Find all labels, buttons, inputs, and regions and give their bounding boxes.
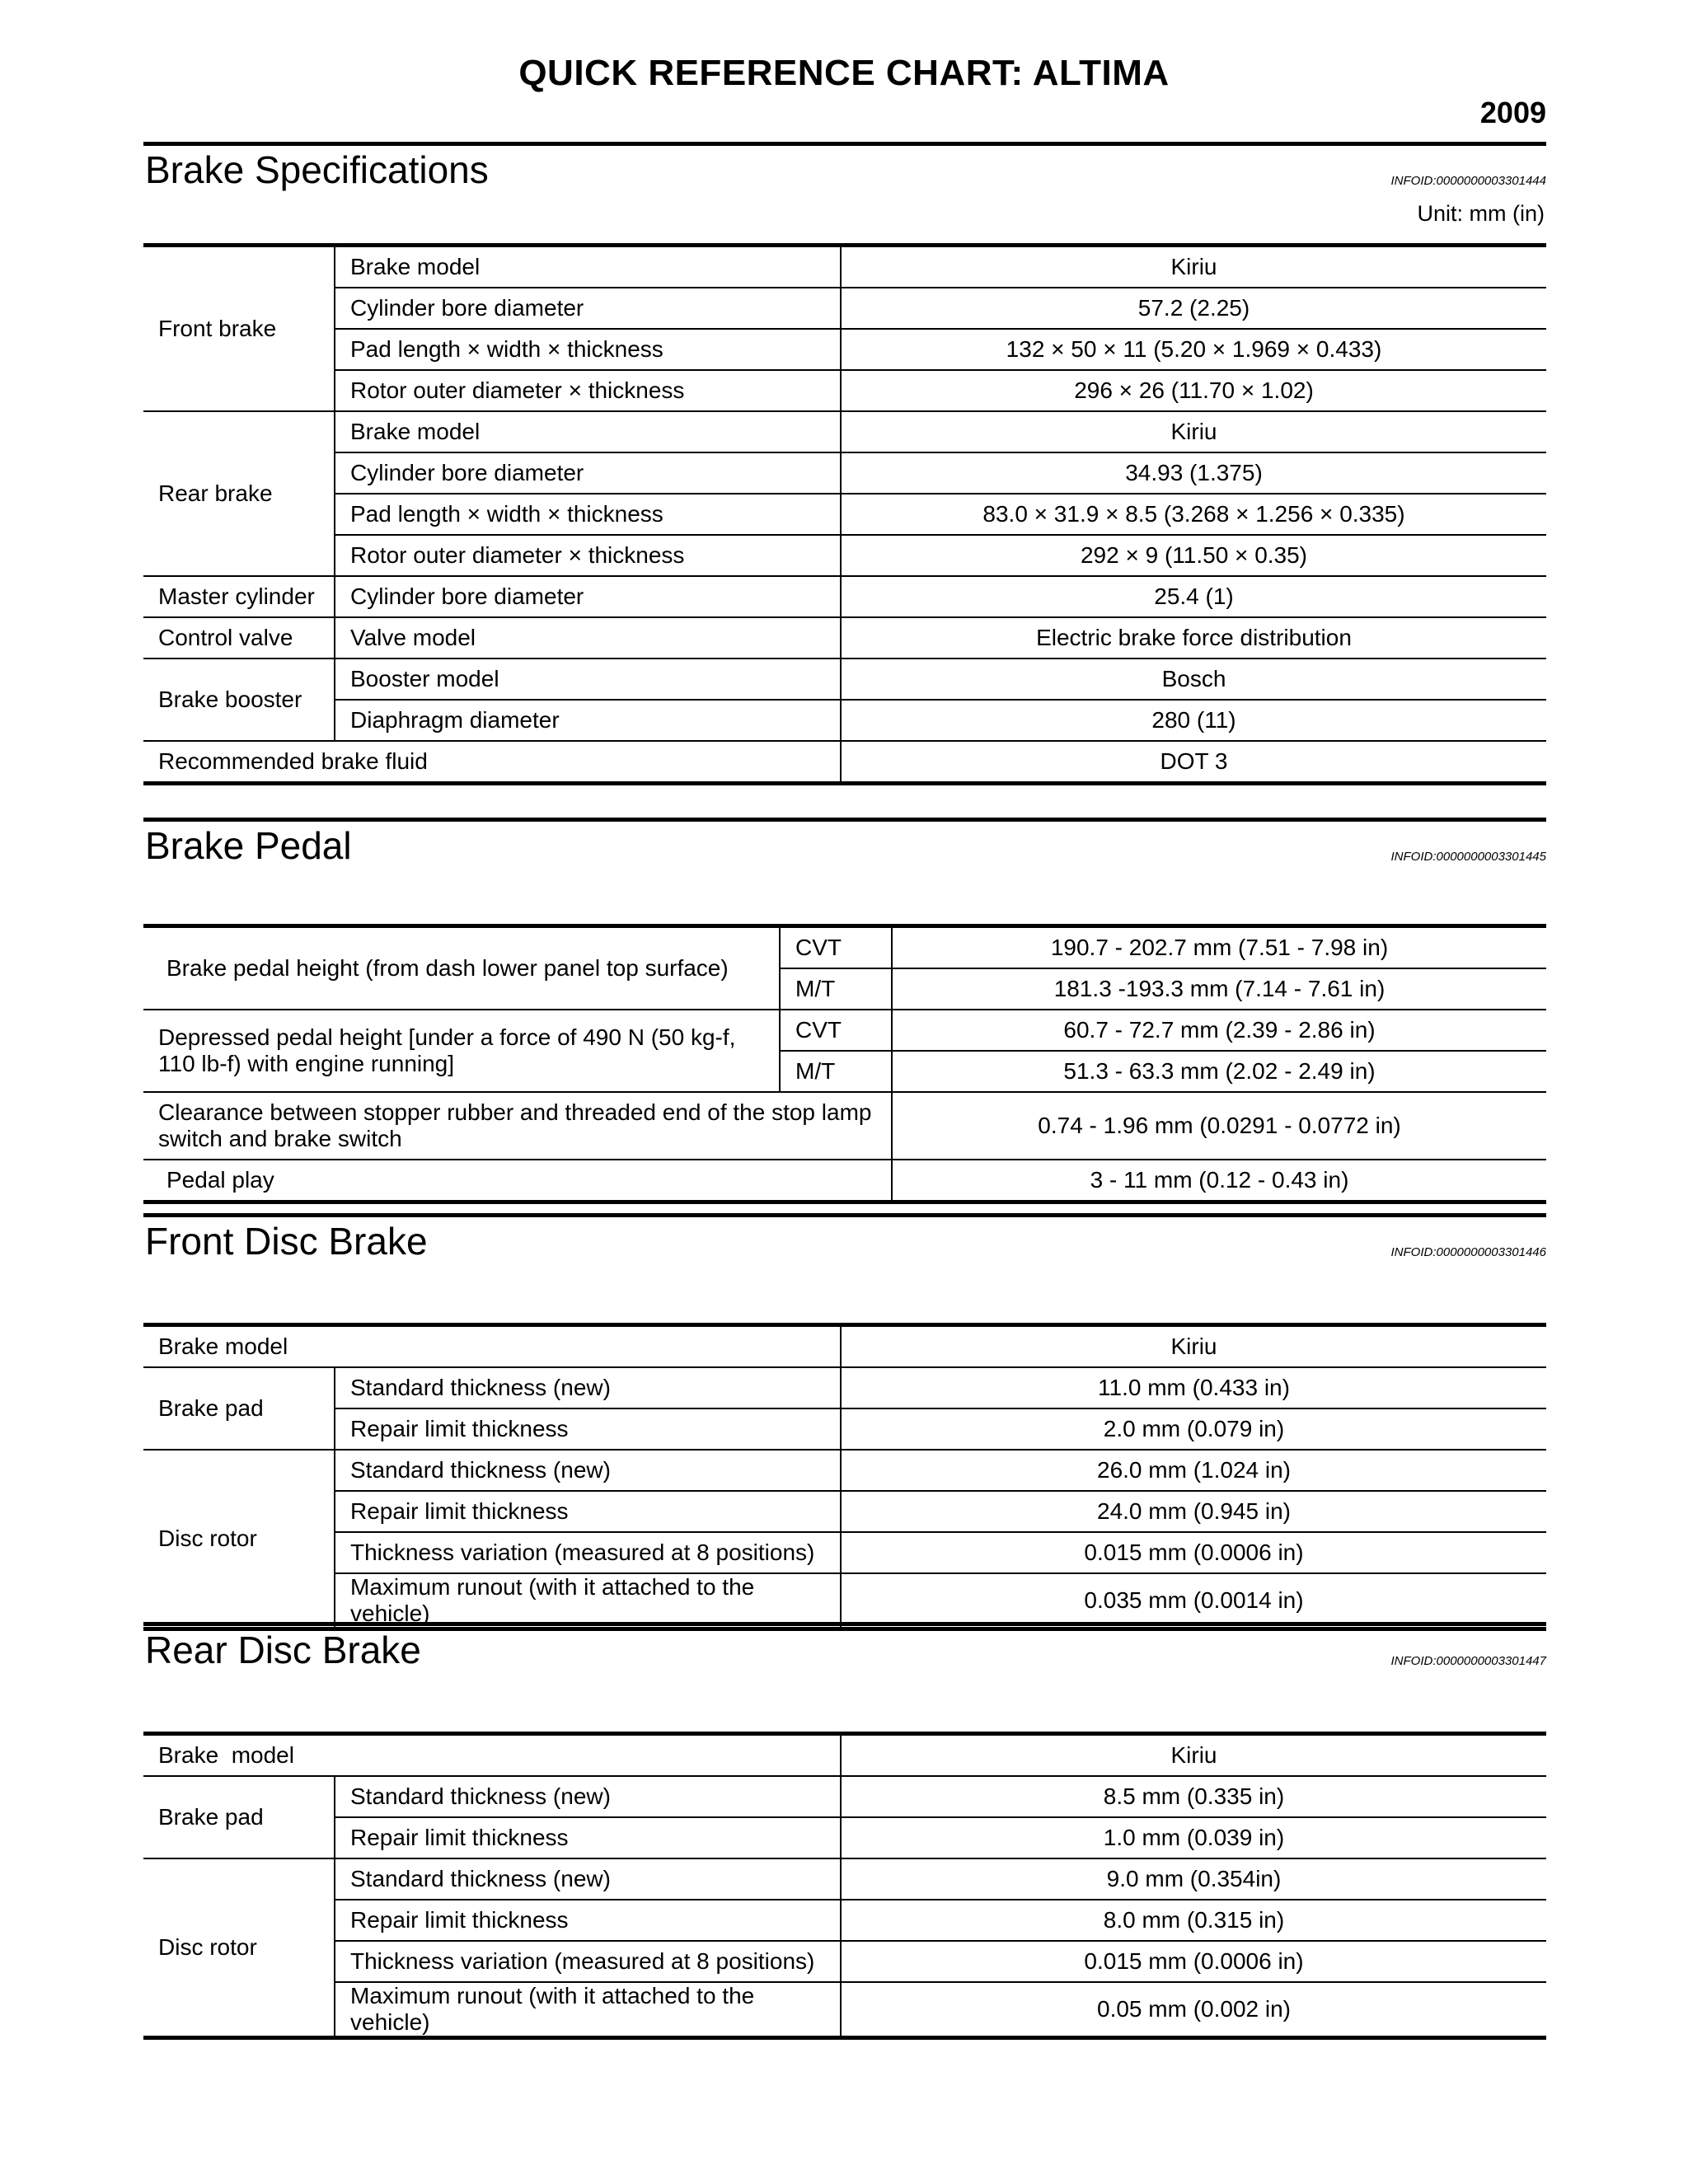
spec-item: Thickness variation (measured at 8 positions) xyxy=(335,1941,841,1982)
spec-value: 60.7 - 72.7 mm (2.39 - 2.86 in) xyxy=(892,1010,1546,1051)
table-row xyxy=(143,1532,1546,1573)
model-year: 2009 xyxy=(1479,96,1546,129)
spec-item: Pad length × width × thickness xyxy=(335,494,841,535)
spec-item: Repair limit thickness xyxy=(335,1408,841,1450)
spec-value: DOT 3 xyxy=(841,741,1546,784)
table-row xyxy=(143,576,1546,617)
table-row xyxy=(143,1817,1546,1858)
group-label: Front brake xyxy=(143,246,335,412)
spec-value: 83.0 × 31.9 × 8.5 (3.268 × 1.256 × 0.335) xyxy=(841,494,1546,535)
spec-value: 3 - 11 mm (0.12 - 0.43 in) xyxy=(892,1160,1546,1202)
spec-value: 1.0 mm (0.039 in) xyxy=(841,1817,1546,1858)
section-header xyxy=(143,1213,1546,1268)
spec-value: 296 × 26 (11.70 × 1.02) xyxy=(841,370,1546,411)
spec-value: 292 × 9 (11.50 × 0.35) xyxy=(841,535,1546,576)
table-row xyxy=(143,1900,1546,1941)
transmission-type: CVT xyxy=(780,926,892,969)
table-row xyxy=(143,741,1546,784)
unit-note: Unit: mm (in) xyxy=(1417,201,1545,226)
table-row xyxy=(143,1734,1546,1777)
group-label: Disc rotor xyxy=(143,1858,335,2038)
spec-value: 0.05 mm (0.002 in) xyxy=(841,1982,1546,2038)
spec-value: 190.7 - 202.7 mm (7.51 - 7.98 in) xyxy=(892,926,1546,969)
section-title: Brake Specifications xyxy=(145,148,489,191)
table-row xyxy=(143,1010,1546,1051)
table-row xyxy=(143,1776,1546,1817)
spec-item: Brake pedal height (from dash lower panel top surface) xyxy=(143,926,780,1010)
spec-item: Brake model xyxy=(335,411,841,452)
table-row xyxy=(143,1092,1546,1160)
spec-item: Diaphragm diameter xyxy=(335,700,841,741)
brake-pedal-table xyxy=(143,924,1546,1204)
table-row xyxy=(143,1325,1546,1368)
table-row xyxy=(143,1982,1546,2038)
table-row xyxy=(143,246,1546,288)
spec-value: Kiriu xyxy=(841,1325,1546,1368)
table-row xyxy=(143,494,1546,535)
spec-item: Valve model xyxy=(335,617,841,658)
table-row xyxy=(143,658,1546,700)
spec-value: Kiriu xyxy=(841,246,1546,288)
spec-item: Repair limit thickness xyxy=(335,1900,841,1941)
spec-item: Brake model xyxy=(143,1325,841,1368)
spec-item: Maximum runout (with it attached to the vehicle) xyxy=(335,1573,841,1629)
spec-value: 34.93 (1.375) xyxy=(841,452,1546,494)
spec-value: Electric brake force distribution xyxy=(841,617,1546,658)
table-row xyxy=(143,1408,1546,1450)
table-row xyxy=(143,1573,1546,1629)
spec-value: 181.3 -193.3 mm (7.14 - 7.61 in) xyxy=(892,968,1546,1010)
info-id: INFOID:0000000003301444 xyxy=(1390,174,1546,188)
spec-item: Maximum runout (with it attached to the vehicle) xyxy=(335,1982,841,2038)
section-brake-pedal xyxy=(143,818,1546,1204)
section-brake-specifications xyxy=(143,142,1546,785)
table-row xyxy=(143,926,1546,969)
spec-item: Repair limit thickness xyxy=(335,1817,841,1858)
spec-item: Standard thickness (new) xyxy=(335,1450,841,1491)
spec-value: 26.0 mm (1.024 in) xyxy=(841,1450,1546,1491)
transmission-type: M/T xyxy=(780,968,892,1010)
document-title: QUICK REFERENCE CHART: ALTIMA xyxy=(518,53,1170,93)
spec-value: 8.5 mm (0.335 in) xyxy=(841,1776,1546,1817)
group-label: Control valve xyxy=(143,617,335,658)
table-row xyxy=(143,1858,1546,1900)
spec-item: Brake model xyxy=(143,1734,841,1777)
table-row xyxy=(143,1941,1546,1982)
front-disc-brake-table xyxy=(143,1323,1546,1631)
spec-item: Cylinder bore diameter xyxy=(335,288,841,329)
section-title: Rear Disc Brake xyxy=(145,1629,421,1671)
section-title: Brake Pedal xyxy=(145,824,352,867)
group-label: Recommended brake fluid xyxy=(143,741,841,784)
info-id: INFOID:0000000003301446 xyxy=(1390,1245,1546,1259)
group-label: Brake pad xyxy=(143,1367,335,1450)
spec-value: 9.0 mm (0.354in) xyxy=(841,1858,1546,1900)
section-rear-disc-brake xyxy=(143,1622,1546,2040)
group-label: Brake pad xyxy=(143,1776,335,1858)
spec-value: 57.2 (2.25) xyxy=(841,288,1546,329)
section-front-disc-brake xyxy=(143,1213,1546,1631)
table-row xyxy=(143,1160,1546,1202)
group-label: Master cylinder xyxy=(143,576,335,617)
table-row xyxy=(143,288,1546,329)
spec-item: Cylinder bore diameter xyxy=(335,452,841,494)
spec-value: Kiriu xyxy=(841,411,1546,452)
spec-value: 280 (11) xyxy=(841,700,1546,741)
group-label: Disc rotor xyxy=(143,1450,335,1629)
spec-value: 0.015 mm (0.0006 in) xyxy=(841,1532,1546,1573)
spec-item: Brake model xyxy=(335,246,841,288)
table-row xyxy=(143,411,1546,452)
spec-item: Repair limit thickness xyxy=(335,1491,841,1532)
spec-item: Pedal play xyxy=(143,1160,892,1202)
brake-specifications-table xyxy=(143,243,1546,785)
spec-item: Standard thickness (new) xyxy=(335,1367,841,1408)
spec-value: 2.0 mm (0.079 in) xyxy=(841,1408,1546,1450)
info-id: INFOID:0000000003301445 xyxy=(1390,850,1546,864)
spec-item: Rotor outer diameter × thickness xyxy=(335,370,841,411)
spec-value: Bosch xyxy=(841,658,1546,700)
table-row xyxy=(143,700,1546,741)
spec-value: 0.74 - 1.96 mm (0.0291 - 0.0772 in) xyxy=(892,1092,1546,1160)
table-row xyxy=(143,617,1546,658)
spec-item: Clearance between stopper rubber and threaded end of the stop lamp switch and brake switch xyxy=(143,1092,892,1160)
spec-value: 24.0 mm (0.945 in) xyxy=(841,1491,1546,1532)
table-row xyxy=(143,329,1546,370)
spec-value: 51.3 - 63.3 mm (2.02 - 2.49 in) xyxy=(892,1051,1546,1092)
section-title: Front Disc Brake xyxy=(145,1220,428,1263)
table-row xyxy=(143,1367,1546,1408)
spec-value: 25.4 (1) xyxy=(841,576,1546,617)
transmission-type: M/T xyxy=(780,1051,892,1092)
spec-item: Rotor outer diameter × thickness xyxy=(335,535,841,576)
table-row xyxy=(143,1450,1546,1491)
spec-value: Kiriu xyxy=(841,1734,1546,1777)
table-row xyxy=(143,452,1546,494)
table-row xyxy=(143,1491,1546,1532)
section-header xyxy=(143,142,1546,197)
group-label: Rear brake xyxy=(143,411,335,576)
spec-value: 0.035 mm (0.0014 in) xyxy=(841,1573,1546,1629)
spec-item: Thickness variation (measured at 8 positions) xyxy=(335,1532,841,1573)
spec-value: 11.0 mm (0.433 in) xyxy=(841,1367,1546,1408)
group-label: Brake booster xyxy=(143,658,335,741)
transmission-type: CVT xyxy=(780,1010,892,1051)
spec-item: Cylinder bore diameter xyxy=(335,576,841,617)
spec-item: Booster model xyxy=(335,658,841,700)
spec-item: Depressed pedal height [under a force of 490 N (50 kg-f, 110 lb-f) with engine running] xyxy=(143,1010,780,1092)
spec-value: 132 × 50 × 11 (5.20 × 1.969 × 0.433) xyxy=(841,329,1546,370)
spec-value: 0.015 mm (0.0006 in) xyxy=(841,1941,1546,1982)
spec-item: Standard thickness (new) xyxy=(335,1776,841,1817)
section-header xyxy=(143,818,1546,873)
table-row xyxy=(143,535,1546,576)
spec-item: Pad length × width × thickness xyxy=(335,329,841,370)
spec-item: Standard thickness (new) xyxy=(335,1858,841,1900)
rear-disc-brake-table xyxy=(143,1732,1546,2040)
info-id: INFOID:0000000003301447 xyxy=(1390,1654,1546,1668)
spec-value: 8.0 mm (0.315 in) xyxy=(841,1900,1546,1941)
table-row xyxy=(143,370,1546,411)
section-header xyxy=(143,1622,1546,1677)
